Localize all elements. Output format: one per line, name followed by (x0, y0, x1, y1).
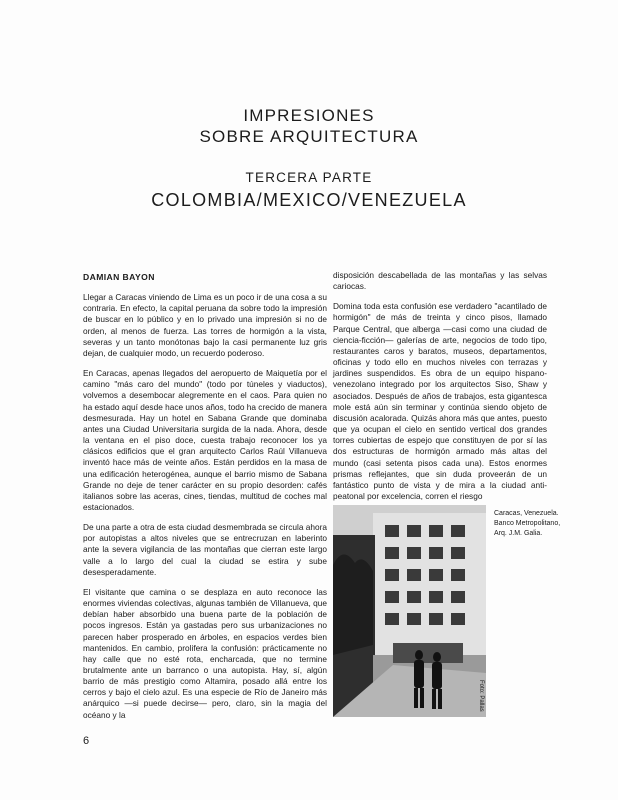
paragraph: disposición descabellada de las montañas y las selvas cariocas. (333, 270, 547, 292)
caption-line: Arq. J.M. Galia. (494, 530, 543, 537)
bank-building-image (333, 505, 486, 717)
photo-caption (494, 509, 562, 539)
author-name: DAMIAN BAYON (83, 272, 155, 282)
paragraph: El visitante que camina o se desplaza en auto reconoce las enormes viviendas colectivas, algunas también de Villanueva, que debían haber absorbido una buena parte de la población de pocos ingresos. Están ya gastadas pero sus urbanizaciones no parecen haber prosperado en árboles, en espacios verdes bien mantenidos. En cambio, prolifera la confusión: prácticamente no hay calle que no esté rota, encharcada, que no termine brutalmente ante un barranco o una autopista. Hay, sí, algún barrio de más prestigio como Altamira, posado allá entre los cerros y bajo el cielo azul. Es una especie de Río de Janeiro más anárquico —si puede decirse— pero, claro, sin la magia del océano y la (83, 586, 327, 720)
paragraph: En Caracas, apenas llegados del aeropuerto de Maiquetía por el camino "más caro del mundo" (todo por túneles y viaductos), volvemos a desembocar alegremente en el caos. Para quien no ha estado aquí desde hace unos años, todo ha crecido de manera desmesurada. Hay un hotel en Sabana Grande que dominaba antes una Ciudad Universitaria surgida de la nada. Ahora, desde la ventana en el piso doce, cuesta trabajo reconocer los ya clásicos edificios que el gran arquitecto Carlos Raúl Villanueva inventó hace más de veinte años. Están perdidos en la masa de una edificación heterogénea, aunque el barrio mismo de Sabana Grande no deje de tener carácter en su propio desorden: cafés italianos sobre las aceras, cines, tiendas, multitud de coches mal estacionados. (83, 368, 328, 512)
article-title (0, 105, 618, 147)
part-subtitle: TERCERA PARTE (245, 170, 373, 185)
left-column (83, 272, 327, 730)
title-line-1: IMPRESIONES (243, 106, 375, 125)
right-column (333, 270, 547, 511)
building-photo (333, 505, 486, 717)
countries-subtitle: COLOMBIA/MEXICO/VENEZUELA (151, 190, 467, 210)
paragraph: Domina toda esta confusión ese verdadero "acantilado de hormigón" de más de treinta y cinco pisos, llamado Parque Central, que alberga —casi como una ciudad de ciencia-ficción— galerías de arte, negocios de todo tipo, restaurantes caros y baratos, museos, departamentos, oficinas y todo ello en muchos niveles con terrazas y jardines suspendidos. Es obra de un equipo hispano-venezolano integrado por los arquitectos Siso, Shaw y asociados. Después de años de trabajos, esta gigantesca mole está aún sin terminar y continúa siendo objeto de discusión acalorada. Quizás ahora más que antes, puesto que ya ocupan el cielo en sentido vertical dos grandes torres cubiertas de espejo que constituyen de por sí las dos estructuras de hormigón armado más altas del mundo (casi setenta pisos cada una). Estos enormes prismas reflejantes, que sin duda proveerán de un fantástico punto de vista y de mira a la ciudad anti-peatonal por excelencia, corren el riesgo (333, 301, 547, 501)
photo-credit: Foto: Pallas (478, 680, 484, 712)
page-number: 6 (83, 735, 90, 747)
title-line-2: SOBRE ARQUITECTURA (199, 127, 419, 146)
paragraph: De una parte a otra de esta ciudad desmembrada se circula ahora por autopistas a altos niveles que se entrecruzan en laberinto ante la severa vigilancia de las montañas que cierran este largo valle a lo largo del cual la ciudad se estira y sube desesperadamente. (83, 522, 327, 577)
caption-line: Banco Metropolitano, (494, 520, 561, 527)
caption-line: Caracas, Venezuela. (494, 510, 559, 517)
paragraph: Llegar a Caracas viniendo de Lima es un poco ir de una cosa a su contraria. En efecto, la capital peruana da sobre todo la impresión de buscar en lo público y en lo privado una impresión si no de orden, al menos de fuerza. Las torres de hormigón a la vista, severas y un tanto monótonas bajo la casi permanente luz gris dejan, de cualquier modo, un recuerdo poderoso. (83, 292, 327, 358)
